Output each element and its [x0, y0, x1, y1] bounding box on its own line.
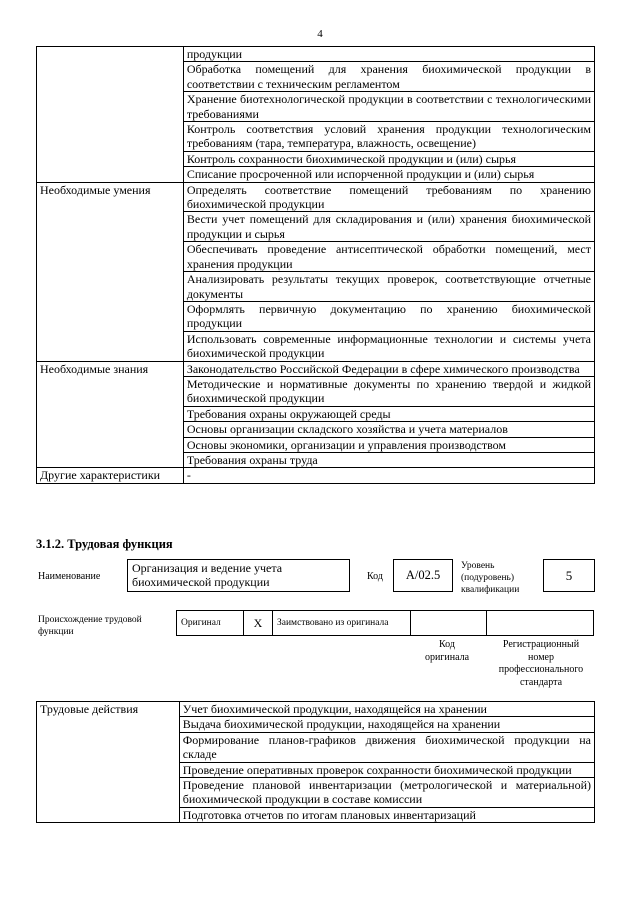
list-item: Обработка помещений для хранения биохимической продукции в соответствии с техническим регламентом: [183, 62, 594, 92]
caption-line: Регистрационный: [502, 639, 580, 650]
caption-line: профессионального: [498, 664, 584, 675]
name-value: Организация и ведение учета биохимической продукции: [127, 559, 350, 592]
knowledge-label: Необходимые знания: [37, 361, 184, 468]
list-item: Формирование планов-графиков движения биохимической продукции на складе: [179, 732, 594, 762]
table-row: [37, 361, 595, 376]
reg-number-cell: [487, 611, 594, 636]
skills-label: Необходимые умения: [37, 182, 184, 361]
list-item: Основы организации складского хозяйства и учета материалов: [183, 422, 594, 437]
page-number: 4: [317, 28, 323, 40]
code-label: Код: [367, 571, 383, 582]
requirements-table: [36, 46, 595, 484]
list-item: Обеспечивать проведение антисептической обработки помещений, мест хранения продукции: [183, 242, 594, 272]
list-item: Определять соответствие помещений требованиям по хранению биохимической продукции: [183, 182, 594, 212]
list-item: -: [183, 468, 594, 483]
list-item: Подготовка отчетов по итогам плановых инвентаризаций: [179, 807, 594, 822]
table-row: [37, 702, 595, 717]
reg-number-caption: [488, 639, 594, 689]
list-item: Анализировать результаты текущих проверок, соответствующие отчетные документы: [183, 272, 594, 302]
list-item: Вести учет помещений для складирования и (или) хранения биохимической продукции и сырья: [183, 212, 594, 242]
table-row: [37, 47, 595, 62]
level-label-line: квалификации: [461, 585, 520, 595]
name-label: Наименование: [38, 571, 101, 582]
list-item: Основы экономики, организации и управления производством: [183, 437, 594, 452]
origin-original: Оригинал: [177, 611, 244, 636]
level-value: 5: [543, 559, 595, 592]
row-label: [37, 47, 184, 183]
list-item: Требования охраны труда: [183, 452, 594, 467]
list-item: Проведение оперативных проверок сохранности биохимической продукции: [179, 762, 594, 777]
origin-table: [176, 610, 594, 636]
other-characteristics-label: Другие характеристики: [37, 468, 184, 483]
labor-actions-table: [36, 701, 595, 823]
code-original-cell: [411, 611, 487, 636]
code-value: А/02.5: [393, 559, 453, 592]
list-item: Учет биохимической продукции, находящейся на хранении: [179, 702, 594, 717]
section-title: 3.1.2. Трудовая функция: [36, 537, 173, 551]
list-item: Методические и нормативные документы по хранению твердой и жидкой биохимической продукции: [183, 376, 594, 406]
caption-line: Код: [439, 639, 455, 650]
caption-line: оригинала: [424, 651, 470, 663]
list-item: Контроль сохранности биохимической продукции и (или) сырья: [183, 151, 594, 166]
level-label-line: Уровень: [461, 561, 495, 571]
labor-actions-label: Трудовые действия: [37, 702, 180, 823]
caption-line: стандарта: [519, 676, 563, 688]
level-label-line: (подуровень): [461, 573, 515, 583]
list-item: Проведение плановой инвентаризации (метрологической и материальной) биохимической продукции в составе комиссии: [179, 778, 594, 808]
origin-borrowed: Заимствовано из оригинала: [273, 611, 411, 636]
origin-label: Происхождение трудовой функции: [38, 615, 142, 637]
code-original-caption: [412, 639, 482, 664]
table-row: [37, 468, 595, 483]
origin-mark: X: [244, 611, 273, 636]
list-item: Контроль соответствия условий хранения продукции технологическим требованиям (тара, температура, влажность, освещение): [183, 122, 594, 152]
caption-line: номер: [528, 651, 554, 663]
list-item: Хранение биотехнологической продукции в соответствии с технологическими требованиями: [183, 92, 594, 122]
list-item: Выдача биохимической продукции, находящейся на хранении: [179, 717, 594, 732]
level-label: [461, 560, 541, 596]
list-item: Требования охраны окружающей среды: [183, 406, 594, 421]
list-item: продукции: [183, 47, 594, 62]
list-item: Списание просроченной или испорченной продукции и (или) сырья: [183, 167, 594, 182]
list-item: Законодательство Российской Федерации в сфере химического производства: [183, 361, 594, 376]
list-item: Оформлять первичную документацию по хранению биохимической продукции: [183, 301, 594, 331]
table-row: [37, 182, 595, 212]
list-item: Использовать современные информационные технологии и системы учета биохимической продукции: [183, 331, 594, 361]
